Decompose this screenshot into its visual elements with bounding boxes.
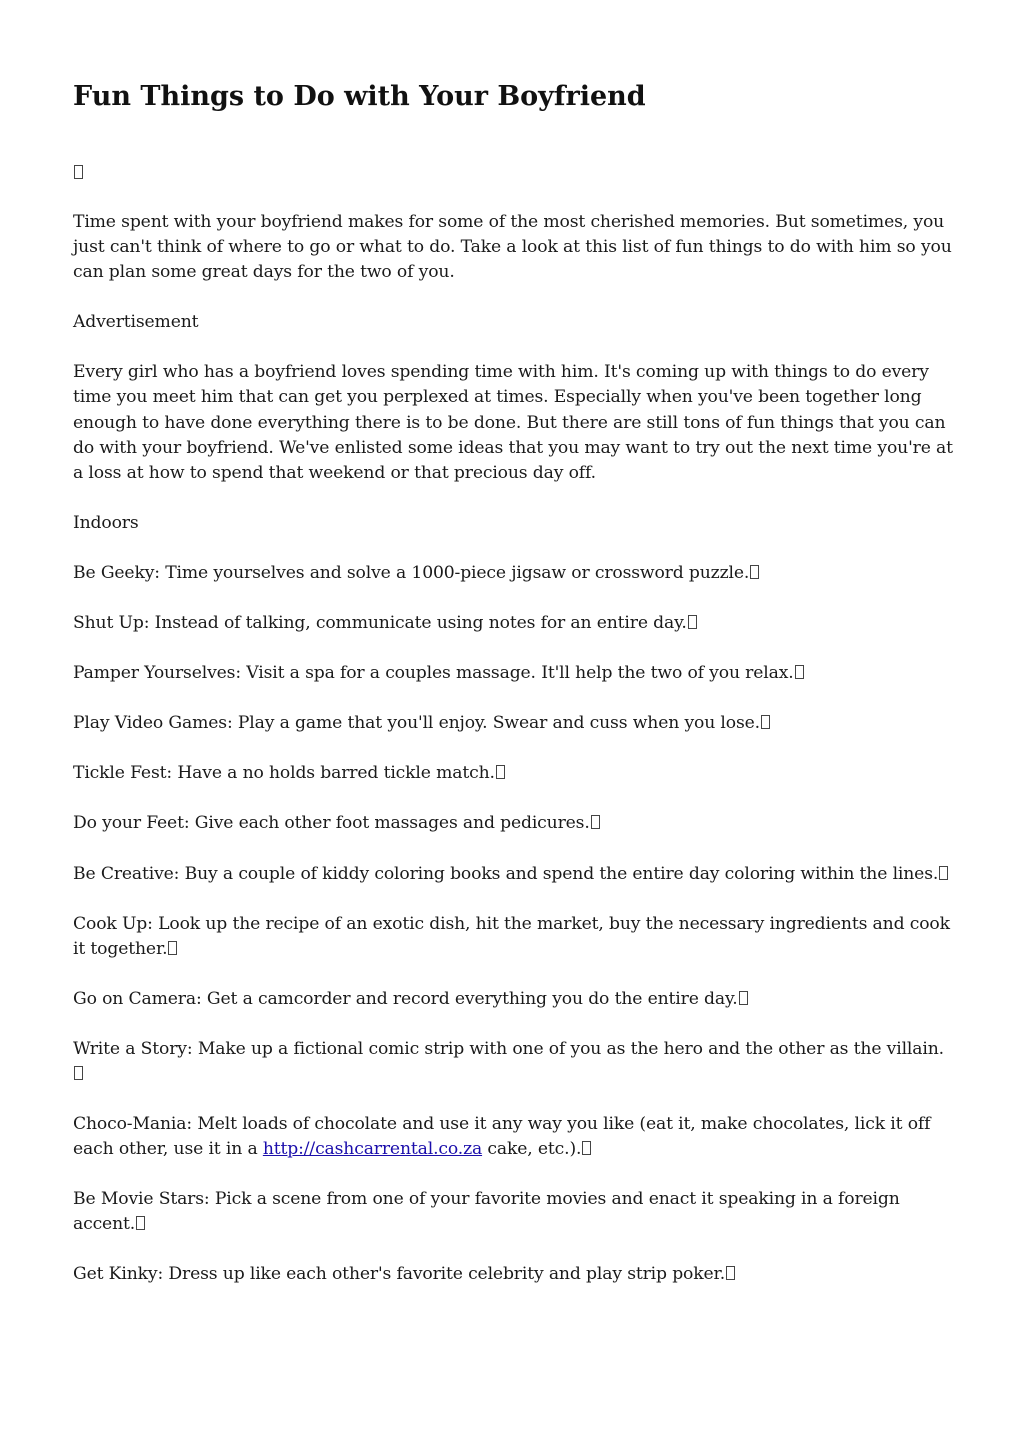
missing-glyph-icon [739,991,748,1005]
idea-text: cake, etc.). [482,1139,582,1160]
idea-text: Be Creative: Buy a couple of kiddy coloring books and spend the entire day coloring within the lines. [73,863,939,884]
missing-glyph-icon [750,565,759,579]
idea-item [73,661,953,686]
idea-item [73,1037,953,1087]
idea-text: Be Movie Stars: Pick a scene from one of your favorite movies and enact it speaking in a foreign accent. [73,1189,900,1235]
idea-text: Get Kinky: Dress up like each other's favorite celebrity and play strip poker. [73,1264,726,1285]
idea-text: Do your Feet: Give each other foot massages and pedicures. [73,813,590,834]
missing-glyph-icon [582,1141,591,1155]
idea-text: Write a Story: Make up a fictional comic strip with one of you as the hero and the other as the villain. [73,1038,944,1059]
idea-item [73,811,953,836]
missing-glyph-icon [496,765,505,779]
idea-item [73,912,953,962]
idea-item [73,1187,953,1237]
cashcarrental-link[interactable]: http://cashcarrental.co.za [262,1139,483,1160]
missing-glyph-icon [591,815,600,829]
idea-text: Cook Up: Look up the recipe of an exotic dish, hit the market, buy the necessary ingredients and cook it together. [73,913,950,959]
idea-item [73,1262,953,1287]
missing-glyph-icon [726,1266,735,1280]
idea-text: Go on Camera: Get a camcorder and record everything you do the entire day. [73,988,738,1009]
body-paragraph: Every girl who has a boyfriend loves spending time with him. It's coming up with things to do every time you meet him that can get you perplexed at times. Especially when you've been together long enough to have done everything there is to be done. But there are still tons of fun things that you can do with your boyfriend. We've enlisted some ideas that you may want to try out the next time you're at a loss at how to spend that weekend or that precious day off. [73,362,953,483]
idea-item [73,987,953,1012]
idea-item [73,711,953,736]
idea-item-choco-mania [73,1112,953,1162]
idea-text: Pamper Yourselves: Visit a spa for a couples massage. It'll help the two of you relax. [73,663,794,684]
page-title: Fun Things to Do with Your Boyfriend [73,81,646,112]
idea-item [73,611,953,636]
idea-text: Play Video Games: Play a game that you'll enjoy. Swear and cuss when you lose. [73,713,760,734]
missing-glyph-icon [795,665,804,679]
idea-text: Tickle Fest: Have a no holds barred tickle match. [73,763,495,784]
missing-glyph-icon [74,165,83,179]
intro-paragraph: Time spent with your boyfriend makes for some of the most cherished memories. But sometimes, you just can't think of where to go or what to do. Take a look at this list of fun things to do with him so you can plan some great days for the two of you. [73,212,952,283]
section-heading-indoors: Indoors [73,512,139,533]
idea-text: Choco-Mania: Melt loads of chocolate and use it any way you like (eat it, make chocolates, lick it off each other, use it in a [73,1114,931,1160]
document-page [73,80,953,1288]
missing-glyph-line [73,160,953,185]
missing-glyph-icon [74,1066,83,1080]
missing-glyph-icon [136,1216,145,1230]
missing-glyph-icon [168,941,177,955]
idea-text: Be Geeky: Time yourselves and solve a 1000-piece jigsaw or crossword puzzle. [73,562,750,583]
idea-item [73,862,953,887]
idea-item [73,761,953,786]
advertisement-label: Advertisement [73,312,199,333]
missing-glyph-icon [688,615,697,629]
idea-item [73,561,953,586]
missing-glyph-icon [939,866,948,880]
idea-text: Shut Up: Instead of talking, communicate using notes for an entire day. [73,613,687,634]
missing-glyph-icon [761,715,770,729]
